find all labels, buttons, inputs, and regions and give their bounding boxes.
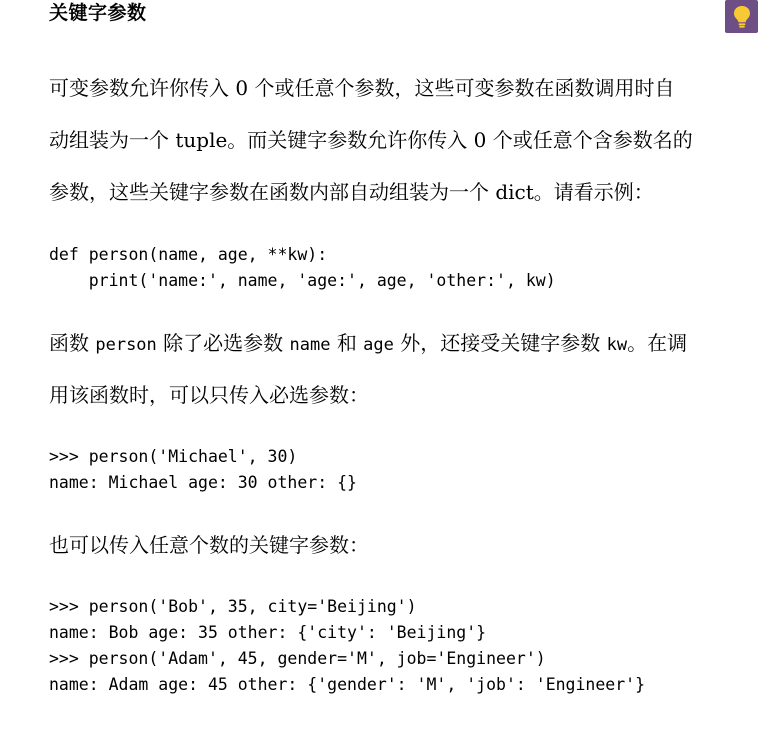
code-line: >>> person('Bob', 35, city='Beijing') <box>49 597 417 616</box>
code-line: def person(name, age, **kw): <box>49 245 328 264</box>
code-line: name: Adam age: 45 other: {'gender': 'M', 'job': 'Engineer'} <box>49 675 646 694</box>
intro-line-3: 参数，这些关键字参数在函数内部自动组装为一个 dict。请看示例： <box>49 180 654 204</box>
intro-line-1: 可变参数允许你传入 0 个或任意个参数，这些可变参数在函数调用时自 <box>49 76 675 100</box>
intro-line-2: 动组装为一个 tuple。而关键字参数允许你传入 0 个或任意个含参数名的 <box>49 128 693 152</box>
code-block-definition <box>49 242 556 294</box>
code-line: >>> person('Michael', 30) <box>49 447 298 466</box>
section-heading: 关键字参数 <box>49 2 147 24</box>
lightbulb-icon <box>732 5 752 29</box>
code-line: name: Bob age: 35 other: {'city': 'Beijing'} <box>49 623 487 642</box>
code-block-example-1 <box>49 444 357 496</box>
inline-code: name <box>289 335 331 355</box>
explain-line-1: 函数 person 除了必选参数 name 和 age 外，还接受关键字参数 kw。在调 <box>49 331 688 355</box>
hint-button[interactable] <box>725 0 758 33</box>
explain-line-2: 用该函数时，可以只传入必选参数： <box>49 383 369 407</box>
code-block-example-2 <box>49 594 645 698</box>
code-line: name: Michael age: 30 other: {} <box>49 473 357 492</box>
inline-code: kw <box>606 335 628 355</box>
also-text: 也可以传入任意个数的关键字参数： <box>49 533 369 557</box>
code-line: print('name:', name, 'age:', age, 'other:', kw) <box>49 271 556 290</box>
inline-code: age <box>363 335 394 355</box>
code-line: >>> person('Adam', 45, gender='M', job='Engineer') <box>49 649 546 668</box>
inline-code: person <box>95 335 157 355</box>
